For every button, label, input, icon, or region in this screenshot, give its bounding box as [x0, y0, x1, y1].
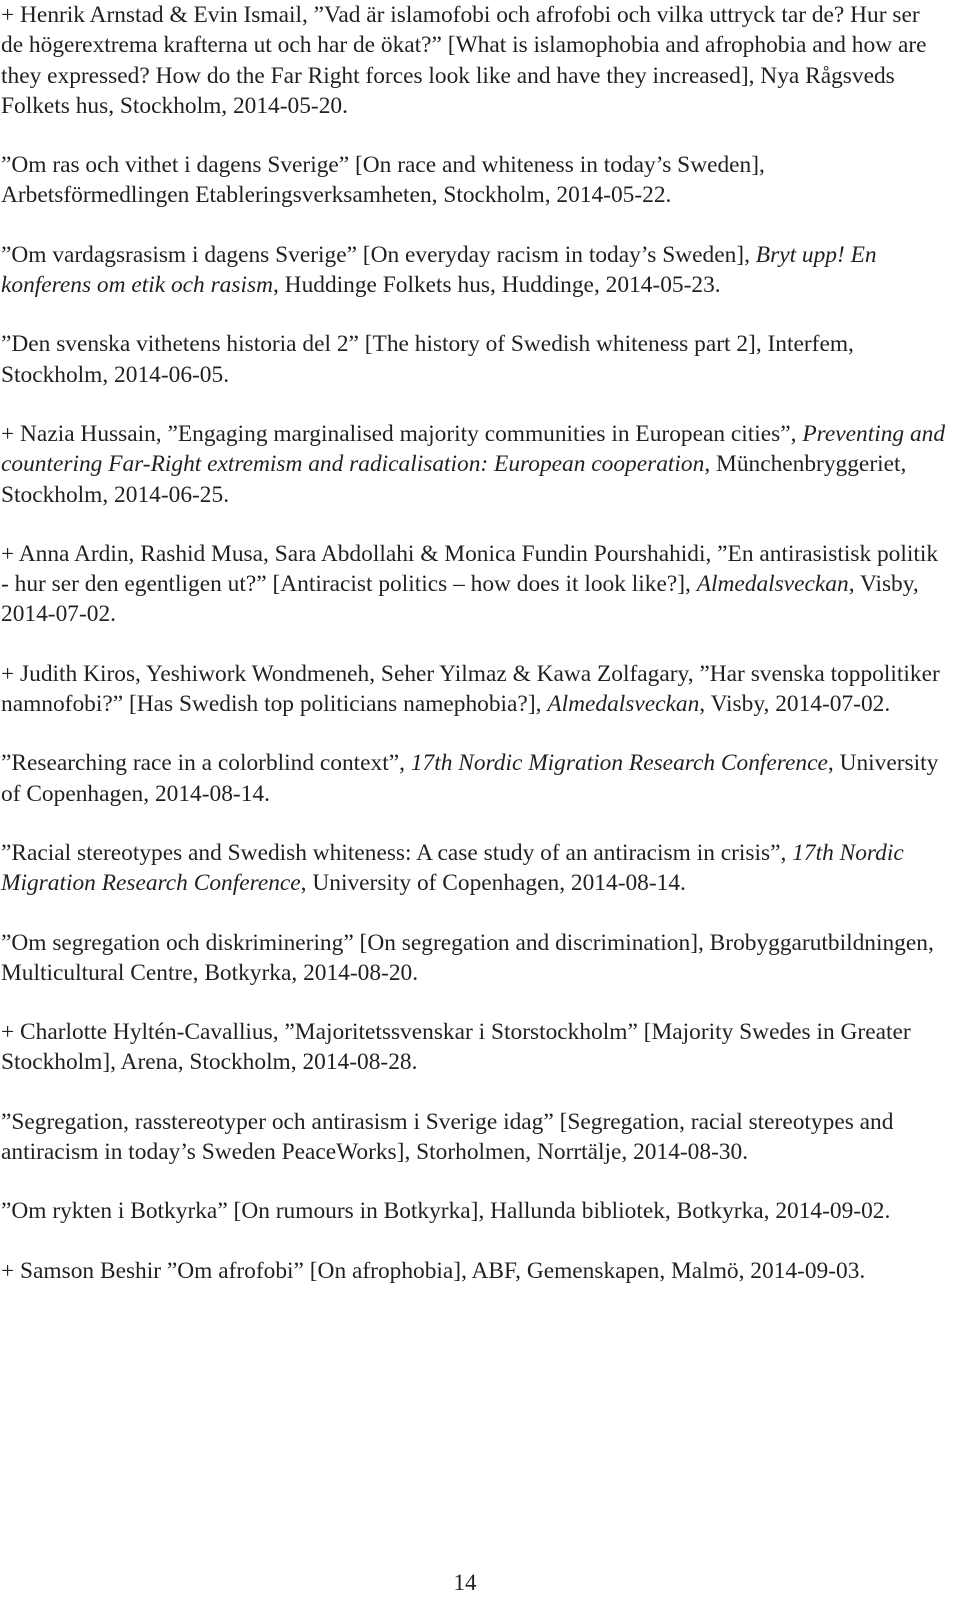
entry-venue-title: 17th Nordic Migration Research Conference [1, 839, 904, 897]
entry-text: + Judith Kiros, Yeshiwork Wondmeneh, Seher Yilmaz & Kawa Zolfagary, ”Har svenska toppolitiker namnofobi?” [Has Swedish top politicians namephobia?], [1, 660, 940, 718]
presentation-entry [1, 419, 946, 510]
page-number: 14 [453, 1570, 477, 1595]
entry-text: ”Den svenska vithetens historia del 2” [The history of Swedish whiteness part 2], Interfem, Stockholm, 2014-06-05. [1, 331, 854, 388]
entry-text: + Samson Beshir ”Om afrofobi” [On afrophobia], ABF, Gemenskapen, Malmö, 2014-09-03. [1, 1257, 866, 1284]
presentation-entry [1, 659, 946, 720]
entry-text: , Visby, 2014-07-02. [1, 571, 919, 628]
presentation-entry [1, 748, 946, 809]
presentation-list [1, 0, 946, 1315]
entry-venue-title: 17th Nordic Migration Research Conference [410, 750, 828, 777]
entry-text: , University of Copenhagen, 2014-08-14. [1, 750, 939, 807]
presentation-entry [1, 1256, 946, 1286]
entry-text: , Münchenbryggeriet, Stockholm, 2014-06-25. [1, 451, 907, 508]
entry-venue-title: Almedalsveckan [696, 571, 849, 598]
entry-text: , Visby, 2014-07-02. [699, 691, 891, 718]
entry-text: ”Om vardagsrasism i dagens Sverige” [On everyday racism in today’s Sweden], [1, 241, 756, 268]
presentation-entry [1, 539, 946, 630]
entry-text: ”Racial stereotypes and Swedish whiteness: A case study of an antiracism in crisis”, [1, 839, 793, 866]
entry-venue-title: Preventing and countering Far-Right extremism and radicalisation: European cooperation [1, 420, 946, 478]
entry-venue-title: Almedalsveckan [547, 691, 700, 718]
entry-text: + Nazia Hussain, ”Engaging marginalised majority communities in European cities”, [1, 420, 803, 447]
presentation-entry [1, 329, 946, 390]
entry-text: , University of Copenhagen, 2014-08-14. [300, 870, 686, 897]
entry-text: ”Om segregation och diskriminering” [On segregation and discrimination], Brobyggarutbildningen, Multicultural Centre, Botkyrka, 2014-08-20. [1, 929, 934, 986]
entry-text: + Anna Ardin, Rashid Musa, Sara Abdollahi & Monica Fundin Pourshahidi, ”En antirasistisk politik - hur ser den egentligen ut?” [Antiracist politics – how does it look like?], [1, 540, 939, 598]
entry-text: ”Researching race in a colorblind context”, [1, 750, 411, 777]
presentation-entry [1, 928, 946, 989]
entry-text: + Charlotte Hyltén-Cavallius, ”Majoritetssvenskar i Storstockholm” [Majority Swedes in Greater Stockholm], Arena, Stockholm, 2014-08-28. [1, 1019, 911, 1076]
entry-text: ”Segregation, rasstereotyper och antirasism i Sverige idag” [Segregation, racial stereotypes and antiracism in today’s Sweden PeaceWorks], Storholmen, Norrtälje, 2014-08-30. [1, 1108, 894, 1166]
presentation-entry [1, 150, 946, 211]
presentation-entry [1, 1196, 946, 1226]
presentation-entry [1, 240, 946, 301]
entry-text: + Henrik Arnstad & Evin Ismail, ”Vad är islamofobi och afrofobi och vilka uttryck tar de? Hur ser de högerextrema krafterna ut och har de ökat?” [What is islamophobia and afrophobia and how are they expressed? How do the Far Right forces look like and have they increased], Nya Rågsveds Folkets hus, Stockholm, 2014-05-20. [1, 2, 927, 119]
entry-venue-title: Bryt upp! En konferens om etik och rasism [1, 241, 877, 299]
presentation-entry [1, 0, 946, 121]
presentation-entry [1, 1107, 946, 1168]
entry-text: , Huddinge Folkets hus, Huddinge, 2014-05-23. [272, 272, 721, 299]
presentation-entry [1, 838, 946, 899]
presentation-entry [1, 1017, 946, 1078]
entry-text: ”Om rykten i Botkyrka” [On rumours in Botkyrka], Hallunda bibliotek, Botkyrka, 2014-09-02. [1, 1198, 891, 1225]
entry-text: ”Om ras och vithet i dagens Sverige” [On race and whiteness in today’s Sweden], Arbetsförmedlingen Etableringsverksamheten, Stockholm, 2014-05-22. [1, 152, 765, 209]
